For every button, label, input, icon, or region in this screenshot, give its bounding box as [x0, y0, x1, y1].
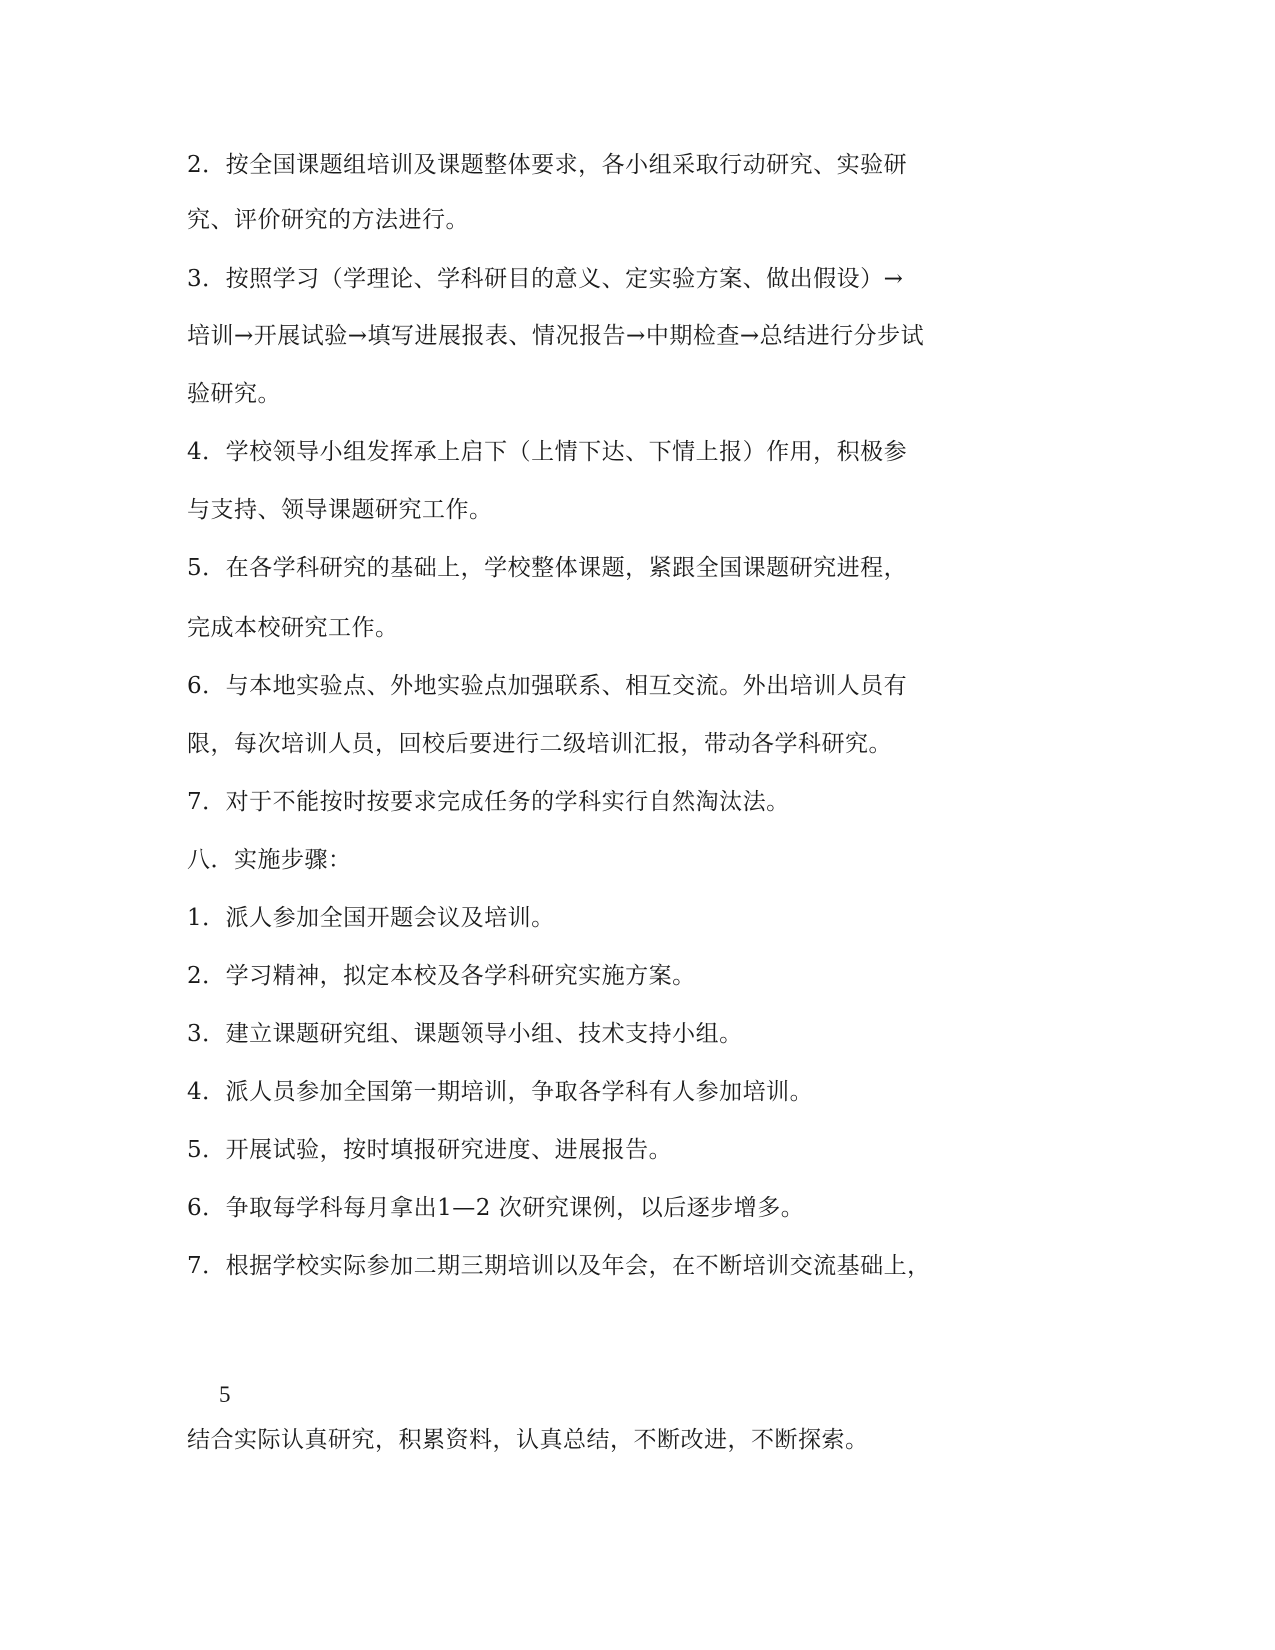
text-line: 培训→开展试验→填写进展报表、情况报告→中期检查→总结进行分步试: [187, 323, 925, 349]
section-heading: 八．实施步骤：: [187, 847, 352, 873]
text-line: 5．在各学科研究的基础上，学校整体课题，紧跟全国课题研究进程，: [187, 555, 908, 581]
text-line: 5．开展试验，按时填报研究进度、进展报告。: [187, 1137, 673, 1163]
text-line: 限，每次培训人员，回校后要进行二级培训汇报，带动各学科研究。: [187, 731, 892, 757]
text-line: 与支持、领导课题研究工作。: [187, 497, 493, 523]
text-line: 4．派人员参加全国第一期培训，争取各学科有人参加培训。: [187, 1079, 814, 1105]
text-line: 6．争取每学科每月拿出1—2 次研究课例，以后逐步增多。: [187, 1195, 805, 1221]
text-line: 完成本校研究工作。: [187, 615, 399, 641]
text-line: 结合实际认真研究，积累资料，认真总结，不断改进，不断探索。: [187, 1427, 869, 1453]
text-line: 7．根据学校实际参加二期三期培训以及年会，在不断培训交流基础上，: [187, 1253, 931, 1279]
text-line: 1．派人参加全国开题会议及培训。: [187, 905, 555, 931]
page-number: 5: [219, 1382, 231, 1407]
text-line: 7．对于不能按时按要求完成任务的学科实行自然淘汰法。: [187, 789, 790, 815]
text-line: 2．按全国课题组培训及课题整体要求，各小组采取行动研究、实验研: [187, 152, 908, 178]
text-line: 3．建立课题研究组、课题领导小组、技术支持小组。: [187, 1021, 743, 1047]
text-line: 4．学校领导小组发挥承上启下（上情下达、下情上报）作用，积极参: [187, 439, 908, 465]
text-line: 6．与本地实验点、外地实验点加强联系、相互交流。外出培训人员有: [187, 673, 908, 699]
text-line: 3．按照学习（学理论、学科研目的意义、定实验方案、做出假设）→: [187, 266, 904, 292]
text-line: 2．学习精神，拟定本校及各学科研究实施方案。: [187, 963, 696, 989]
text-line: 究、评价研究的方法进行。: [187, 207, 469, 233]
text-line: 验研究。: [187, 381, 281, 407]
